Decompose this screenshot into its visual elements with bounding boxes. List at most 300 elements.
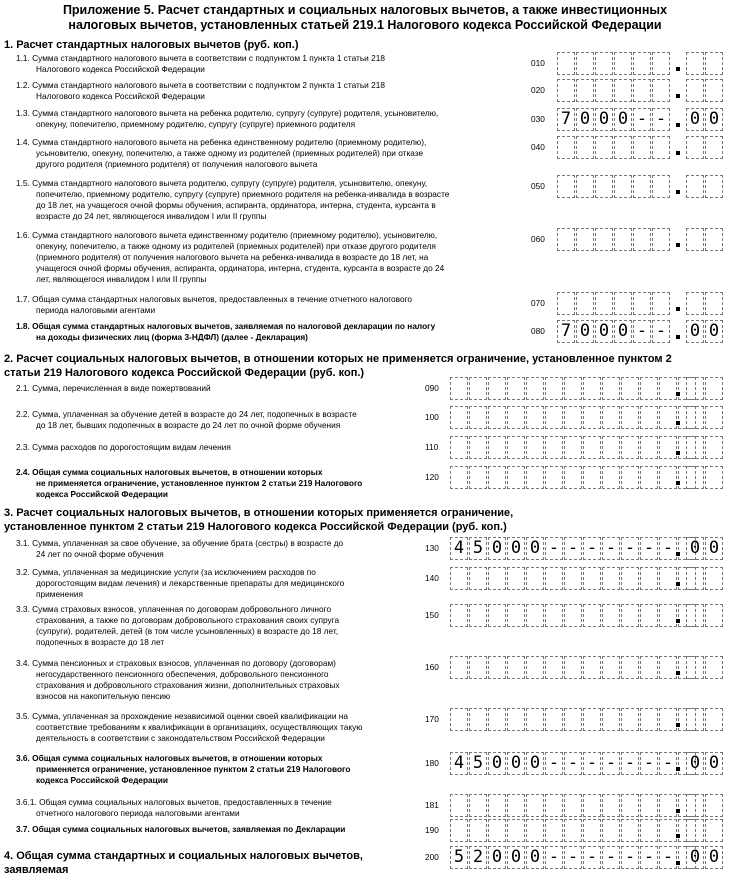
amount-kopecks-field[interactable] — [686, 819, 724, 842]
digit-cell[interactable] — [705, 794, 723, 817]
digit-cell[interactable]: - — [545, 846, 563, 869]
digit-cell[interactable] — [659, 567, 677, 590]
amount-rubles-field[interactable] — [450, 466, 697, 489]
digit-cell[interactable] — [659, 656, 677, 679]
digit-cell[interactable]: - — [583, 537, 601, 560]
digit-cell[interactable] — [526, 436, 544, 459]
digit-cell[interactable] — [659, 708, 677, 731]
digit-cell[interactable]: - — [633, 320, 651, 343]
digit-cell[interactable] — [545, 819, 563, 842]
digit-cell[interactable] — [686, 436, 704, 459]
digit-cell[interactable]: 5 — [469, 752, 487, 775]
digit-cell[interactable] — [705, 406, 723, 429]
amount-kopecks-field[interactable] — [686, 656, 724, 679]
digit-cell[interactable] — [469, 466, 487, 489]
digit-cell[interactable] — [545, 794, 563, 817]
digit-cell[interactable] — [659, 406, 677, 429]
digit-cell[interactable] — [686, 136, 704, 159]
digit-cell[interactable] — [705, 656, 723, 679]
digit-cell[interactable] — [621, 656, 639, 679]
amount-kopecks-field[interactable] — [686, 228, 724, 251]
digit-cell[interactable]: 0 — [705, 320, 723, 343]
digit-cell[interactable] — [614, 136, 632, 159]
digit-cell[interactable] — [633, 52, 651, 75]
digit-cell[interactable] — [652, 292, 670, 315]
digit-cell[interactable] — [488, 794, 506, 817]
digit-cell[interactable] — [686, 708, 704, 731]
digit-cell[interactable] — [507, 819, 525, 842]
digit-cell[interactable] — [686, 377, 704, 400]
digit-cell[interactable] — [545, 377, 563, 400]
digit-cell[interactable] — [640, 794, 658, 817]
decimal-point — [676, 834, 680, 838]
amount-kopecks-field[interactable] — [686, 794, 724, 817]
amount-rubles-field[interactable] — [450, 567, 697, 590]
amount-rubles-field[interactable] — [450, 406, 697, 429]
digit-cell[interactable] — [602, 819, 620, 842]
line-code: 170 — [425, 714, 439, 724]
amount-kopecks-field[interactable] — [686, 108, 724, 131]
digit-cell[interactable] — [602, 406, 620, 429]
digit-cell[interactable]: - — [659, 752, 677, 775]
digit-cell[interactable] — [686, 79, 704, 102]
digit-cell[interactable] — [576, 52, 594, 75]
digit-cell[interactable] — [602, 567, 620, 590]
digit-cell[interactable] — [488, 819, 506, 842]
amount-rubles-field[interactable] — [557, 136, 671, 159]
amount-rubles-field[interactable] — [450, 819, 697, 842]
digit-cell[interactable] — [488, 377, 506, 400]
digit-cell[interactable] — [659, 604, 677, 627]
digit-cell[interactable] — [705, 377, 723, 400]
digit-cell[interactable] — [621, 406, 639, 429]
digit-cell[interactable] — [614, 175, 632, 198]
digit-cell[interactable] — [564, 708, 582, 731]
digit-cell[interactable] — [469, 406, 487, 429]
amount-kopecks-field[interactable] — [686, 377, 724, 400]
digit-cell[interactable] — [469, 656, 487, 679]
digit-cell[interactable]: 0 — [488, 752, 506, 775]
amount-rubles-field[interactable] — [557, 79, 671, 102]
digit-cell[interactable] — [705, 175, 723, 198]
digit-cell[interactable] — [659, 819, 677, 842]
digit-cell[interactable] — [526, 604, 544, 627]
digit-cell[interactable]: 0 — [526, 537, 544, 560]
digit-cell[interactable] — [564, 466, 582, 489]
digit-cell[interactable]: - — [545, 752, 563, 775]
digit-cell[interactable] — [614, 79, 632, 102]
amount-rubles-field[interactable] — [557, 228, 671, 251]
amount-kopecks-field[interactable] — [686, 567, 724, 590]
digit-cell[interactable] — [686, 52, 704, 75]
digit-cell[interactable]: 4 — [450, 752, 468, 775]
digit-cell[interactable] — [507, 377, 525, 400]
decimal-point — [676, 809, 680, 813]
line-code: 010 — [531, 58, 545, 68]
digit-cell[interactable] — [602, 377, 620, 400]
digit-cell[interactable]: 2 — [469, 846, 487, 869]
digit-cell[interactable]: 5 — [450, 846, 468, 869]
digit-cell[interactable] — [469, 377, 487, 400]
digit-cell[interactable] — [545, 567, 563, 590]
digit-cell[interactable]: 0 — [705, 537, 723, 560]
digit-cell[interactable] — [450, 406, 468, 429]
digit-cell[interactable] — [526, 819, 544, 842]
amount-rubles-field[interactable] — [557, 52, 671, 75]
digit-cell[interactable]: 0 — [705, 846, 723, 869]
digit-cell[interactable] — [507, 567, 525, 590]
amount-kopecks-field[interactable] — [686, 752, 724, 775]
digit-cell[interactable] — [564, 436, 582, 459]
digit-cell[interactable] — [659, 794, 677, 817]
digit-cell[interactable] — [602, 794, 620, 817]
digit-cell[interactable]: 0 — [686, 537, 704, 560]
digit-cell[interactable]: 0 — [526, 846, 544, 869]
digit-cell[interactable] — [705, 136, 723, 159]
digit-cell[interactable]: 0 — [488, 537, 506, 560]
digit-cell[interactable] — [621, 567, 639, 590]
line-item-text: кодекса Российской Федерации — [36, 775, 168, 785]
digit-cell[interactable] — [450, 567, 468, 590]
digit-cell[interactable] — [507, 708, 525, 731]
digit-cell[interactable] — [595, 228, 613, 251]
amount-rubles-field[interactable] — [450, 537, 697, 560]
digit-cell[interactable] — [621, 377, 639, 400]
digit-cell[interactable] — [488, 406, 506, 429]
digit-cell[interactable] — [526, 377, 544, 400]
digit-cell[interactable] — [545, 604, 563, 627]
digit-cell[interactable]: 0 — [507, 537, 525, 560]
digit-cell[interactable] — [557, 175, 575, 198]
digit-cell[interactable] — [602, 466, 620, 489]
digit-cell[interactable] — [507, 406, 525, 429]
digit-cell[interactable]: - — [621, 846, 639, 869]
digit-cell[interactable] — [705, 466, 723, 489]
line-item-text: деятельность в соответствии с законодательством Российской Федерации — [36, 733, 325, 743]
amount-kopecks-field[interactable] — [686, 79, 724, 102]
digit-cell[interactable] — [545, 406, 563, 429]
digit-cell[interactable] — [705, 52, 723, 75]
digit-cell[interactable] — [469, 604, 487, 627]
line-item-text: 3.4. Сумма пенсионных и страховых взносов, уплаченная по договору (договорам) — [16, 658, 336, 668]
digit-cell[interactable] — [686, 175, 704, 198]
amount-kopecks-field[interactable] — [686, 846, 724, 869]
digit-cell[interactable] — [526, 406, 544, 429]
amount-rubles-field[interactable] — [557, 108, 671, 131]
digit-cell[interactable] — [686, 567, 704, 590]
digit-cell[interactable] — [507, 436, 525, 459]
digit-cell[interactable] — [576, 136, 594, 159]
digit-cell[interactable] — [583, 377, 601, 400]
digit-cell[interactable] — [526, 466, 544, 489]
digit-cell[interactable] — [686, 228, 704, 251]
amount-rubles-field[interactable] — [450, 656, 697, 679]
digit-cell[interactable] — [633, 175, 651, 198]
amount-kopecks-field[interactable] — [686, 604, 724, 627]
digit-cell[interactable] — [686, 466, 704, 489]
digit-cell[interactable] — [640, 406, 658, 429]
digit-cell[interactable] — [507, 466, 525, 489]
amount-rubles-field[interactable] — [450, 708, 697, 731]
amount-kopecks-field[interactable] — [686, 466, 724, 489]
digit-cell[interactable] — [507, 794, 525, 817]
line-item-text: 1.6. Сумма стандартного налогового вычета единственному родителю (приемному родителю), усыновителю, — [16, 230, 438, 240]
digit-cell[interactable] — [557, 228, 575, 251]
digit-cell[interactable] — [564, 567, 582, 590]
digit-cell[interactable] — [557, 136, 575, 159]
digit-cell[interactable] — [652, 175, 670, 198]
digit-cell[interactable] — [640, 436, 658, 459]
digit-cell[interactable] — [686, 794, 704, 817]
digit-cell[interactable]: - — [602, 537, 620, 560]
digit-cell[interactable] — [621, 708, 639, 731]
digit-cell[interactable] — [621, 436, 639, 459]
digit-cell[interactable]: 0 — [595, 320, 613, 343]
digit-cell[interactable]: 0 — [705, 752, 723, 775]
digit-cell[interactable] — [557, 52, 575, 75]
digit-cell[interactable] — [469, 819, 487, 842]
digit-cell[interactable] — [621, 794, 639, 817]
digit-cell[interactable] — [450, 794, 468, 817]
digit-cell[interactable] — [705, 567, 723, 590]
digit-cell[interactable] — [659, 466, 677, 489]
amount-kopecks-field[interactable] — [686, 52, 724, 75]
digit-cell[interactable] — [576, 175, 594, 198]
digit-cell[interactable]: 0 — [686, 320, 704, 343]
digit-cell[interactable] — [614, 52, 632, 75]
digit-cell[interactable] — [526, 567, 544, 590]
digit-cell[interactable] — [450, 436, 468, 459]
digit-cell[interactable] — [686, 406, 704, 429]
digit-cell[interactable] — [507, 656, 525, 679]
digit-cell[interactable]: - — [652, 320, 670, 343]
digit-cell[interactable] — [583, 406, 601, 429]
digit-cell[interactable] — [526, 794, 544, 817]
digit-cell[interactable] — [576, 292, 594, 315]
digit-cell[interactable] — [640, 656, 658, 679]
digit-cell[interactable] — [595, 175, 613, 198]
digit-cell[interactable] — [705, 819, 723, 842]
digit-cell[interactable] — [640, 567, 658, 590]
amount-kopecks-field[interactable] — [686, 537, 724, 560]
section-4-header-line-2: заявляемая — [4, 864, 69, 876]
digit-cell[interactable] — [488, 708, 506, 731]
digit-cell[interactable] — [545, 656, 563, 679]
digit-cell[interactable]: - — [583, 752, 601, 775]
digit-cell[interactable]: 0 — [614, 108, 632, 131]
digit-cell[interactable] — [488, 656, 506, 679]
amount-kopecks-field[interactable] — [686, 406, 724, 429]
digit-cell[interactable] — [583, 466, 601, 489]
digit-cell[interactable] — [652, 228, 670, 251]
digit-cell[interactable] — [705, 79, 723, 102]
digit-cell[interactable] — [583, 656, 601, 679]
digit-cell[interactable] — [469, 436, 487, 459]
digit-cell[interactable]: - — [640, 537, 658, 560]
amount-rubles-field[interactable] — [557, 175, 671, 198]
digit-cell[interactable] — [659, 377, 677, 400]
amount-rubles-field[interactable] — [450, 752, 697, 775]
digit-cell[interactable] — [602, 708, 620, 731]
digit-cell[interactable] — [583, 819, 601, 842]
digit-cell[interactable] — [564, 656, 582, 679]
digit-cell[interactable] — [633, 136, 651, 159]
digit-cell[interactable] — [633, 292, 651, 315]
digit-cell[interactable]: - — [564, 752, 582, 775]
digit-cell[interactable] — [652, 136, 670, 159]
digit-cell[interactable] — [705, 228, 723, 251]
line-code: 120 — [425, 472, 439, 482]
digit-cell[interactable] — [564, 794, 582, 817]
digit-cell[interactable]: 0 — [576, 320, 594, 343]
digit-cell[interactable]: 0 — [488, 846, 506, 869]
digit-cell[interactable]: - — [602, 846, 620, 869]
digit-cell[interactable] — [583, 567, 601, 590]
digit-cell[interactable]: - — [621, 752, 639, 775]
digit-cell[interactable] — [545, 466, 563, 489]
digit-cell[interactable]: - — [621, 537, 639, 560]
digit-cell[interactable] — [602, 656, 620, 679]
digit-cell[interactable] — [450, 656, 468, 679]
digit-cell[interactable] — [705, 708, 723, 731]
digit-cell[interactable] — [621, 819, 639, 842]
digit-cell[interactable] — [640, 708, 658, 731]
digit-cell[interactable]: - — [640, 846, 658, 869]
digit-cell[interactable] — [450, 377, 468, 400]
digit-cell[interactable] — [576, 228, 594, 251]
digit-cell[interactable] — [450, 604, 468, 627]
digit-cell[interactable] — [526, 708, 544, 731]
amount-kopecks-field[interactable] — [686, 136, 724, 159]
amount-kopecks-field[interactable] — [686, 436, 724, 459]
digit-cell[interactable] — [526, 656, 544, 679]
digit-cell[interactable]: 0 — [507, 752, 525, 775]
digit-cell[interactable]: 0 — [507, 846, 525, 869]
digit-cell[interactable] — [633, 79, 651, 102]
digit-cell[interactable] — [564, 377, 582, 400]
amount-rubles-field[interactable] — [557, 320, 671, 343]
digit-cell[interactable] — [686, 819, 704, 842]
digit-cell[interactable]: 4 — [450, 537, 468, 560]
digit-cell[interactable]: 0 — [576, 108, 594, 131]
digit-cell[interactable] — [564, 819, 582, 842]
digit-cell[interactable]: 0 — [686, 846, 704, 869]
digit-cell[interactable] — [545, 708, 563, 731]
digit-cell[interactable] — [488, 604, 506, 627]
digit-cell[interactable] — [564, 604, 582, 627]
digit-cell[interactable] — [614, 292, 632, 315]
digit-cell[interactable] — [583, 708, 601, 731]
digit-cell[interactable]: 0 — [595, 108, 613, 131]
digit-cell[interactable] — [583, 794, 601, 817]
digit-cell[interactable] — [450, 708, 468, 731]
digit-cell[interactable] — [557, 79, 575, 102]
digit-cell[interactable] — [633, 228, 651, 251]
digit-cell[interactable] — [469, 794, 487, 817]
digit-cell[interactable] — [602, 436, 620, 459]
amount-rubles-field[interactable] — [450, 604, 697, 627]
digit-cell[interactable] — [469, 708, 487, 731]
digit-cell[interactable] — [640, 819, 658, 842]
digit-cell[interactable] — [621, 604, 639, 627]
digit-cell[interactable]: - — [583, 846, 601, 869]
amount-rubles-field[interactable] — [557, 292, 671, 315]
digit-cell[interactable] — [564, 406, 582, 429]
amount-kopecks-field[interactable] — [686, 292, 724, 315]
amount-kopecks-field[interactable] — [686, 708, 724, 731]
decimal-point — [676, 671, 680, 675]
digit-cell[interactable]: - — [564, 846, 582, 869]
digit-cell[interactable] — [652, 79, 670, 102]
digit-cell[interactable] — [595, 79, 613, 102]
digit-cell[interactable] — [595, 136, 613, 159]
digit-cell[interactable] — [488, 436, 506, 459]
digit-cell[interactable] — [595, 52, 613, 75]
digit-cell[interactable]: - — [602, 752, 620, 775]
amount-rubles-field[interactable] — [450, 377, 697, 400]
digit-cell[interactable] — [507, 604, 525, 627]
amount-kopecks-field[interactable] — [686, 320, 724, 343]
digit-cell[interactable] — [705, 436, 723, 459]
digit-cell[interactable] — [614, 228, 632, 251]
digit-cell[interactable] — [652, 52, 670, 75]
digit-cell[interactable] — [621, 466, 639, 489]
line-item-text: попечителю, приемному родителю, супругу (супруге) приемного родителя на ребенка-инвалида в возрасте — [36, 189, 450, 199]
digit-cell[interactable]: 0 — [526, 752, 544, 775]
digit-cell[interactable] — [583, 604, 601, 627]
digit-cell[interactable] — [450, 466, 468, 489]
digit-cell[interactable] — [659, 436, 677, 459]
digit-cell[interactable] — [595, 292, 613, 315]
digit-cell[interactable]: - — [659, 537, 677, 560]
digit-cell[interactable]: - — [659, 846, 677, 869]
digit-cell[interactable]: 5 — [469, 537, 487, 560]
digit-cell[interactable] — [545, 436, 563, 459]
digit-cell[interactable]: - — [564, 537, 582, 560]
amount-rubles-field[interactable] — [450, 846, 697, 869]
digit-cell[interactable] — [576, 79, 594, 102]
amount-rubles-field[interactable] — [450, 436, 697, 459]
digit-cell[interactable] — [488, 466, 506, 489]
digit-cell[interactable] — [686, 292, 704, 315]
digit-cell[interactable] — [488, 567, 506, 590]
digit-cell[interactable] — [557, 292, 575, 315]
digit-cell[interactable]: 7 — [557, 320, 575, 343]
amount-kopecks-field[interactable] — [686, 175, 724, 198]
amount-rubles-field[interactable] — [450, 794, 697, 817]
digit-cell[interactable] — [640, 466, 658, 489]
digit-cell[interactable] — [705, 292, 723, 315]
digit-cell[interactable] — [640, 377, 658, 400]
digit-cell[interactable]: - — [652, 108, 670, 131]
digit-cell[interactable] — [686, 656, 704, 679]
digit-cell[interactable] — [469, 567, 487, 590]
digit-cell[interactable]: 0 — [686, 108, 704, 131]
digit-cell[interactable]: 0 — [705, 108, 723, 131]
digit-cell[interactable] — [450, 819, 468, 842]
digit-cell[interactable]: - — [633, 108, 651, 131]
digit-cell[interactable]: - — [640, 752, 658, 775]
digit-cell[interactable]: 0 — [614, 320, 632, 343]
digit-cell[interactable]: - — [545, 537, 563, 560]
digit-cell[interactable] — [602, 604, 620, 627]
digit-cell[interactable]: 0 — [686, 752, 704, 775]
digit-cell[interactable]: 7 — [557, 108, 575, 131]
digit-cell[interactable] — [686, 604, 704, 627]
digit-cell[interactable] — [640, 604, 658, 627]
digit-cell[interactable] — [583, 436, 601, 459]
digit-cell[interactable] — [705, 604, 723, 627]
